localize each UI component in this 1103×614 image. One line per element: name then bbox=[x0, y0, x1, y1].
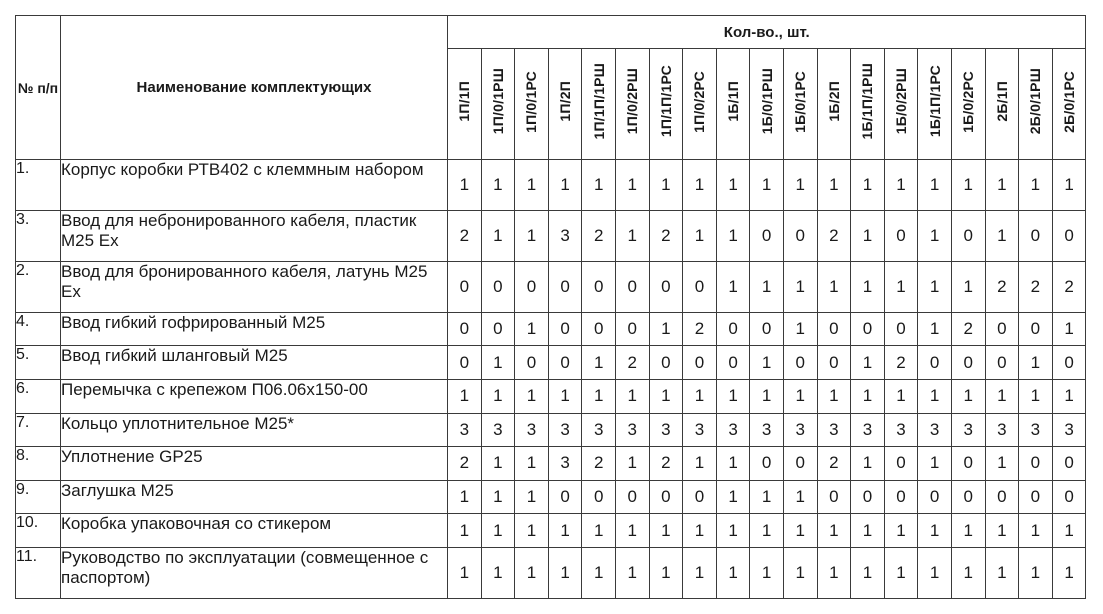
quantity-cell: 1 bbox=[817, 514, 851, 548]
quantity-cell: 1 bbox=[448, 380, 482, 414]
component-name: Кольцо уплотнительное М25* bbox=[61, 413, 448, 447]
quantity-cell: 3 bbox=[515, 413, 549, 447]
quantity-cell: 1 bbox=[985, 547, 1019, 598]
quantity-cell: 0 bbox=[448, 312, 482, 346]
quantity-cell: 1 bbox=[582, 547, 616, 598]
quantity-cell: 1 bbox=[448, 160, 482, 211]
quantity-cell: 3 bbox=[1052, 413, 1086, 447]
quantity-cell: 0 bbox=[783, 210, 817, 261]
quantity-cell: 0 bbox=[649, 346, 683, 380]
quantity-cell: 0 bbox=[851, 480, 885, 514]
quantity-cell: 1 bbox=[918, 380, 952, 414]
quantity-cell: 1 bbox=[1019, 514, 1053, 548]
quantity-cell: 0 bbox=[481, 261, 515, 312]
quantity-cell: 1 bbox=[1052, 514, 1086, 548]
quantity-cell: 1 bbox=[481, 447, 515, 481]
quantity-cell: 2 bbox=[1019, 261, 1053, 312]
variant-label: 1Б/2П bbox=[825, 81, 842, 122]
quantity-cell: 1 bbox=[1019, 380, 1053, 414]
quantity-cell: 0 bbox=[1019, 312, 1053, 346]
quantity-cell: 0 bbox=[783, 447, 817, 481]
quantity-cell: 1 bbox=[615, 447, 649, 481]
quantity-cell: 0 bbox=[716, 312, 750, 346]
quantity-cell: 3 bbox=[649, 413, 683, 447]
quantity-cell: 1 bbox=[851, 160, 885, 211]
variant-header bbox=[783, 49, 817, 160]
quantity-cell: 3 bbox=[817, 413, 851, 447]
variant-header bbox=[918, 49, 952, 160]
quantity-cell: 0 bbox=[884, 312, 918, 346]
variant-label: 2Б/0/1РС bbox=[1061, 70, 1078, 133]
quantity-cell: 3 bbox=[481, 413, 515, 447]
quantity-cell: 1 bbox=[985, 160, 1019, 211]
variant-label: 1П/0/2РШ bbox=[624, 68, 641, 135]
quantity-cell: 1 bbox=[481, 480, 515, 514]
variant-header bbox=[750, 49, 784, 160]
component-name: Перемычка с крепежом П06.06х150-00 bbox=[61, 380, 448, 414]
variant-label: 1Б/1П bbox=[725, 81, 742, 122]
quantity-cell: 1 bbox=[481, 160, 515, 211]
quantity-cell: 3 bbox=[548, 210, 582, 261]
quantity-cell: 0 bbox=[683, 480, 717, 514]
variant-label: 1П/0/1РШ bbox=[489, 68, 506, 135]
row-number: 5. bbox=[16, 346, 61, 380]
quantity-cell: 1 bbox=[951, 514, 985, 548]
variant-header bbox=[851, 49, 885, 160]
quantity-cell: 0 bbox=[951, 447, 985, 481]
quantity-cell: 0 bbox=[548, 261, 582, 312]
quantity-cell: 1 bbox=[515, 547, 549, 598]
quantity-cell: 2 bbox=[884, 346, 918, 380]
header-quantity: Кол-во., шт. bbox=[448, 16, 1086, 49]
header-number: № п/п bbox=[16, 16, 61, 160]
quantity-cell: 1 bbox=[851, 380, 885, 414]
quantity-cell: 1 bbox=[1019, 160, 1053, 211]
variant-header bbox=[448, 49, 482, 160]
table-row bbox=[16, 413, 1086, 447]
quantity-cell: 1 bbox=[548, 380, 582, 414]
quantity-cell: 0 bbox=[884, 480, 918, 514]
header-component-name: Наименование комплектующих bbox=[61, 16, 448, 160]
quantity-cell: 1 bbox=[817, 547, 851, 598]
quantity-cell: 2 bbox=[582, 210, 616, 261]
variant-label: 1Б/1П/1РШ bbox=[859, 63, 876, 140]
quantity-cell: 3 bbox=[918, 413, 952, 447]
quantity-cell: 0 bbox=[548, 312, 582, 346]
quantity-cell: 0 bbox=[750, 210, 784, 261]
quantity-cell: 1 bbox=[582, 380, 616, 414]
row-number: 3. bbox=[16, 210, 61, 261]
quantity-cell: 0 bbox=[1019, 210, 1053, 261]
quantity-cell: 1 bbox=[515, 480, 549, 514]
quantity-cell: 3 bbox=[548, 413, 582, 447]
variant-label: 1Б/0/2РШ bbox=[893, 68, 910, 135]
row-number: 1. bbox=[16, 160, 61, 211]
quantity-cell: 1 bbox=[918, 312, 952, 346]
variant-header bbox=[649, 49, 683, 160]
quantity-cell: 1 bbox=[716, 380, 750, 414]
component-name: Корпус коробки РТВ402 с клеммным набором bbox=[61, 160, 448, 211]
variant-header bbox=[884, 49, 918, 160]
table-row bbox=[16, 160, 1086, 211]
variant-label: 2Б/1П bbox=[993, 81, 1010, 122]
quantity-cell: 0 bbox=[985, 480, 1019, 514]
variant-header bbox=[683, 49, 717, 160]
row-number: 7. bbox=[16, 413, 61, 447]
quantity-cell: 1 bbox=[649, 160, 683, 211]
quantity-cell: 1 bbox=[716, 210, 750, 261]
quantity-cell: 1 bbox=[851, 447, 885, 481]
quantity-cell: 0 bbox=[985, 346, 1019, 380]
quantity-cell: 1 bbox=[951, 160, 985, 211]
variant-label: 1П/1П/1РС bbox=[657, 65, 674, 138]
quantity-cell: 1 bbox=[951, 547, 985, 598]
quantity-cell: 2 bbox=[817, 447, 851, 481]
quantity-cell: 1 bbox=[750, 480, 784, 514]
quantity-cell: 2 bbox=[817, 210, 851, 261]
quantity-cell: 3 bbox=[1019, 413, 1053, 447]
quantity-cell: 1 bbox=[515, 210, 549, 261]
quantity-cell: 3 bbox=[615, 413, 649, 447]
quantity-cell: 1 bbox=[548, 160, 582, 211]
header-row bbox=[16, 16, 1086, 49]
quantity-cell: 1 bbox=[851, 514, 885, 548]
component-name: Руководство по эксплуатации (совмещенное с паспортом) bbox=[61, 547, 448, 598]
row-number: 8. bbox=[16, 447, 61, 481]
variant-header bbox=[481, 49, 515, 160]
quantity-cell: 1 bbox=[716, 514, 750, 548]
quantity-cell: 2 bbox=[1052, 261, 1086, 312]
quantity-cell: 1 bbox=[683, 210, 717, 261]
quantity-cell: 1 bbox=[884, 380, 918, 414]
quantity-cell: 0 bbox=[1052, 447, 1086, 481]
quantity-cell: 1 bbox=[817, 261, 851, 312]
variant-header bbox=[817, 49, 851, 160]
quantity-cell: 1 bbox=[918, 261, 952, 312]
table-row bbox=[16, 514, 1086, 548]
quantity-cell: 1 bbox=[851, 261, 885, 312]
quantity-cell: 0 bbox=[716, 346, 750, 380]
quantity-cell: 1 bbox=[918, 447, 952, 481]
quantity-cell: 1 bbox=[649, 312, 683, 346]
quantity-cell: 0 bbox=[951, 480, 985, 514]
quantity-cell: 1 bbox=[1019, 547, 1053, 598]
variant-label: 1П/0/2РС bbox=[691, 70, 708, 133]
variant-label: 2Б/0/1РШ bbox=[1027, 68, 1044, 135]
quantity-cell: 0 bbox=[851, 312, 885, 346]
variant-header bbox=[716, 49, 750, 160]
table-body bbox=[16, 160, 1086, 599]
quantity-cell: 0 bbox=[582, 312, 616, 346]
quantity-cell: 1 bbox=[951, 380, 985, 414]
quantity-cell: 2 bbox=[582, 447, 616, 481]
variant-header bbox=[515, 49, 549, 160]
variant-header bbox=[615, 49, 649, 160]
variant-header bbox=[1052, 49, 1086, 160]
quantity-cell: 1 bbox=[851, 346, 885, 380]
quantity-cell: 3 bbox=[548, 447, 582, 481]
quantity-cell: 3 bbox=[683, 413, 717, 447]
quantity-cell: 1 bbox=[615, 210, 649, 261]
quantity-cell: 1 bbox=[750, 514, 784, 548]
quantity-cell: 3 bbox=[951, 413, 985, 447]
table-row bbox=[16, 480, 1086, 514]
component-name: Ввод гибкий гофрированный М25 bbox=[61, 312, 448, 346]
quantity-cell: 0 bbox=[918, 346, 952, 380]
quantity-cell: 0 bbox=[884, 447, 918, 481]
quantity-cell: 0 bbox=[515, 261, 549, 312]
quantity-cell: 1 bbox=[884, 261, 918, 312]
row-number: 9. bbox=[16, 480, 61, 514]
quantity-cell: 0 bbox=[1052, 480, 1086, 514]
quantity-cell: 2 bbox=[951, 312, 985, 346]
quantity-cell: 3 bbox=[985, 413, 1019, 447]
quantity-cell: 1 bbox=[481, 346, 515, 380]
variant-header bbox=[985, 49, 1019, 160]
quantity-cell: 1 bbox=[851, 547, 885, 598]
quantity-cell: 1 bbox=[1052, 160, 1086, 211]
quantity-cell: 0 bbox=[1019, 480, 1053, 514]
quantity-cell: 2 bbox=[448, 447, 482, 481]
quantity-cell: 1 bbox=[1052, 312, 1086, 346]
quantity-cell: 1 bbox=[515, 380, 549, 414]
quantity-cell: 2 bbox=[615, 346, 649, 380]
quantity-cell: 1 bbox=[582, 346, 616, 380]
quantity-cell: 1 bbox=[783, 547, 817, 598]
quantity-cell: 1 bbox=[515, 160, 549, 211]
component-name: Ввод гибкий шланговый М25 bbox=[61, 346, 448, 380]
component-name: Заглушка М25 bbox=[61, 480, 448, 514]
quantity-cell: 1 bbox=[515, 514, 549, 548]
quantity-cell: 0 bbox=[951, 210, 985, 261]
quantity-cell: 0 bbox=[1052, 210, 1086, 261]
quantity-cell: 1 bbox=[918, 547, 952, 598]
variant-header bbox=[582, 49, 616, 160]
quantity-cell: 1 bbox=[481, 514, 515, 548]
component-name: Ввод для бронированного кабеля, латунь М25 Ex bbox=[61, 261, 448, 312]
variant-label: 1П/2П bbox=[557, 81, 574, 122]
quantity-cell: 1 bbox=[783, 380, 817, 414]
quantity-cell: 1 bbox=[548, 547, 582, 598]
quantity-cell: 0 bbox=[918, 480, 952, 514]
quantity-cell: 0 bbox=[1019, 447, 1053, 481]
variant-label: 1Б/1П/1РС bbox=[926, 65, 943, 138]
quantity-cell: 1 bbox=[448, 480, 482, 514]
table-row bbox=[16, 447, 1086, 481]
quantity-cell: 1 bbox=[615, 380, 649, 414]
quantity-cell: 3 bbox=[750, 413, 784, 447]
quantity-cell: 1 bbox=[1052, 547, 1086, 598]
quantity-cell: 1 bbox=[716, 160, 750, 211]
quantity-cell: 2 bbox=[649, 447, 683, 481]
quantity-cell: 1 bbox=[985, 514, 1019, 548]
row-number: 10. bbox=[16, 514, 61, 548]
quantity-cell: 0 bbox=[683, 261, 717, 312]
row-number: 11. bbox=[16, 547, 61, 598]
quantity-cell: 0 bbox=[649, 480, 683, 514]
quantity-cell: 1 bbox=[783, 514, 817, 548]
quantity-cell: 1 bbox=[649, 514, 683, 548]
quantity-cell: 2 bbox=[683, 312, 717, 346]
quantity-cell: 0 bbox=[951, 346, 985, 380]
table-row bbox=[16, 346, 1086, 380]
quantity-cell: 3 bbox=[884, 413, 918, 447]
quantity-cell: 1 bbox=[951, 261, 985, 312]
quantity-cell: 0 bbox=[582, 261, 616, 312]
quantity-cell: 0 bbox=[683, 346, 717, 380]
quantity-cell: 1 bbox=[985, 210, 1019, 261]
quantity-cell: 1 bbox=[884, 160, 918, 211]
quantity-cell: 1 bbox=[649, 547, 683, 598]
quantity-cell: 1 bbox=[918, 160, 952, 211]
quantity-cell: 1 bbox=[918, 210, 952, 261]
table-row bbox=[16, 380, 1086, 414]
quantity-cell: 1 bbox=[750, 160, 784, 211]
quantity-cell: 0 bbox=[615, 312, 649, 346]
quantity-cell: 1 bbox=[783, 480, 817, 514]
quantity-cell: 0 bbox=[817, 312, 851, 346]
variant-header bbox=[1019, 49, 1053, 160]
quantity-cell: 1 bbox=[985, 380, 1019, 414]
quantity-cell: 0 bbox=[649, 261, 683, 312]
quantity-cell: 1 bbox=[716, 547, 750, 598]
quantity-cell: 1 bbox=[481, 210, 515, 261]
quantity-cell: 1 bbox=[615, 160, 649, 211]
quantity-cell: 0 bbox=[985, 312, 1019, 346]
quantity-cell: 0 bbox=[615, 261, 649, 312]
quantity-cell: 1 bbox=[649, 380, 683, 414]
quantity-cell: 1 bbox=[683, 514, 717, 548]
quantity-cell: 3 bbox=[783, 413, 817, 447]
quantity-cell: 1 bbox=[515, 447, 549, 481]
quantity-cell: 1 bbox=[683, 547, 717, 598]
quantity-cell: 0 bbox=[481, 312, 515, 346]
quantity-cell: 1 bbox=[750, 547, 784, 598]
quantity-cell: 3 bbox=[716, 413, 750, 447]
table-row bbox=[16, 547, 1086, 598]
quantity-cell: 0 bbox=[750, 312, 784, 346]
quantity-cell: 1 bbox=[683, 447, 717, 481]
variant-header bbox=[548, 49, 582, 160]
quantity-cell: 0 bbox=[548, 346, 582, 380]
row-number: 4. bbox=[16, 312, 61, 346]
variant-label: 1П/1П/1РШ bbox=[590, 63, 607, 140]
component-name: Уплотнение GP25 bbox=[61, 447, 448, 481]
quantity-cell: 1 bbox=[448, 514, 482, 548]
variant-label: 1Б/0/1РШ bbox=[758, 68, 775, 135]
quantity-cell: 1 bbox=[716, 480, 750, 514]
quantity-cell: 1 bbox=[783, 312, 817, 346]
quantity-cell: 1 bbox=[716, 447, 750, 481]
quantity-cell: 1 bbox=[481, 380, 515, 414]
table-row bbox=[16, 261, 1086, 312]
quantity-cell: 1 bbox=[515, 312, 549, 346]
components-table bbox=[15, 15, 1086, 599]
quantity-cell: 1 bbox=[985, 447, 1019, 481]
quantity-cell: 1 bbox=[884, 514, 918, 548]
quantity-cell: 2 bbox=[649, 210, 683, 261]
quantity-cell: 1 bbox=[448, 547, 482, 598]
quantity-cell: 1 bbox=[750, 261, 784, 312]
quantity-cell: 1 bbox=[683, 380, 717, 414]
table-row bbox=[16, 312, 1086, 346]
quantity-cell: 1 bbox=[851, 210, 885, 261]
quantity-cell: 1 bbox=[615, 514, 649, 548]
component-name: Коробка упаковочная со стикером bbox=[61, 514, 448, 548]
quantity-cell: 0 bbox=[615, 480, 649, 514]
quantity-cell: 0 bbox=[750, 447, 784, 481]
quantity-cell: 3 bbox=[582, 413, 616, 447]
row-number: 6. bbox=[16, 380, 61, 414]
variant-header bbox=[951, 49, 985, 160]
quantity-cell: 1 bbox=[615, 547, 649, 598]
component-name: Ввод для небронированного кабеля, пластик М25 Ex bbox=[61, 210, 448, 261]
quantity-cell: 0 bbox=[817, 346, 851, 380]
variant-label: 1П/0/1РС bbox=[523, 70, 540, 133]
row-number: 2. bbox=[16, 261, 61, 312]
quantity-cell: 1 bbox=[783, 261, 817, 312]
quantity-cell: 2 bbox=[448, 210, 482, 261]
quantity-cell: 0 bbox=[783, 346, 817, 380]
quantity-cell: 3 bbox=[448, 413, 482, 447]
quantity-cell: 2 bbox=[985, 261, 1019, 312]
quantity-cell: 1 bbox=[884, 547, 918, 598]
quantity-cell: 1 bbox=[918, 514, 952, 548]
variant-label: 1Б/0/1РС bbox=[792, 70, 809, 133]
quantity-cell: 3 bbox=[851, 413, 885, 447]
quantity-cell: 1 bbox=[582, 514, 616, 548]
quantity-cell: 1 bbox=[817, 380, 851, 414]
quantity-cell: 0 bbox=[448, 261, 482, 312]
quantity-cell: 0 bbox=[817, 480, 851, 514]
quantity-cell: 0 bbox=[515, 346, 549, 380]
quantity-cell: 1 bbox=[481, 547, 515, 598]
quantity-cell: 1 bbox=[716, 261, 750, 312]
quantity-cell: 0 bbox=[582, 480, 616, 514]
quantity-cell: 0 bbox=[1052, 346, 1086, 380]
table-row bbox=[16, 210, 1086, 261]
quantity-cell: 1 bbox=[817, 160, 851, 211]
quantity-cell: 1 bbox=[548, 514, 582, 548]
quantity-cell: 1 bbox=[750, 346, 784, 380]
quantity-cell: 1 bbox=[783, 160, 817, 211]
quantity-cell: 1 bbox=[582, 160, 616, 211]
quantity-cell: 0 bbox=[448, 346, 482, 380]
quantity-cell: 1 bbox=[1019, 346, 1053, 380]
quantity-cell: 1 bbox=[1052, 380, 1086, 414]
quantity-cell: 1 bbox=[683, 160, 717, 211]
quantity-cell: 1 bbox=[750, 380, 784, 414]
variant-label: 1Б/0/2РС bbox=[960, 70, 977, 133]
variant-label: 1П/1П bbox=[456, 81, 473, 122]
quantity-cell: 0 bbox=[884, 210, 918, 261]
quantity-cell: 0 bbox=[548, 480, 582, 514]
